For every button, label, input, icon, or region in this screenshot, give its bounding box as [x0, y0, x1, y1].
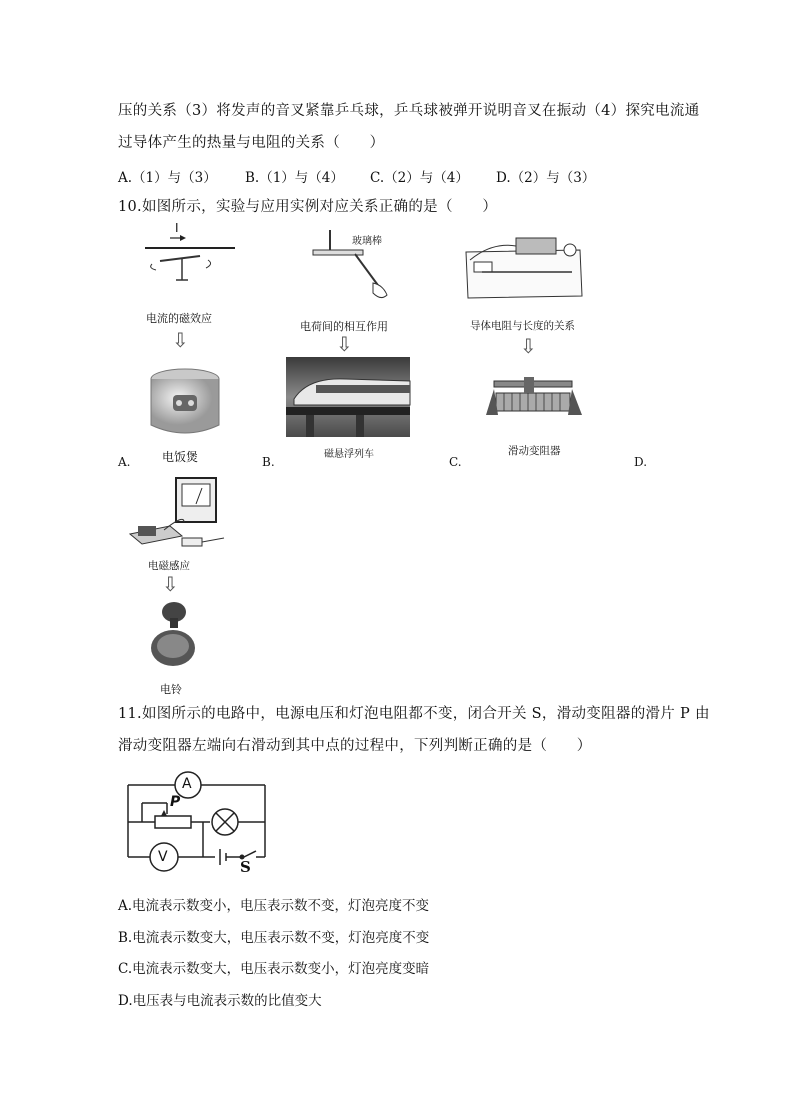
q10-option-a[interactable]: A.	[118, 455, 131, 469]
fig-c-top-caption: 导体电阻与长度的关系	[470, 320, 575, 332]
fig-a-top-caption: 电流的磁效应	[146, 312, 212, 325]
q9-option-d[interactable]: D.（2）与（3）	[496, 170, 596, 186]
ammeter-label: A	[182, 776, 192, 792]
voltmeter-label: V	[158, 849, 168, 865]
down-arrow-icon: ⇩	[520, 334, 537, 358]
q11-stem-line-2: 滑动变阻器左端向右滑动到其中点的过程中，下列判断正确的是（ ）	[118, 738, 592, 754]
fig-b-bottom-caption: 磁悬浮列车	[324, 449, 374, 460]
sliding-rheostat-image	[484, 375, 584, 420]
q10-stem: 10.如图所示，实验与应用实例对应关系正确的是（ ）	[118, 199, 498, 215]
q11-stem-line-1: 11.如图所示的电路中，电源电压和灯泡电阻都不变，闭合开关 S，滑动变阻器的滑片 P 由	[118, 706, 710, 722]
fig-b-top-caption: 电荷间的相互作用	[300, 320, 388, 333]
electric-bell-image	[148, 600, 198, 670]
slider-p-label: P	[170, 794, 181, 810]
oersted-experiment-figure	[140, 228, 240, 288]
q11-option-a[interactable]: A.电流表示数变小，电压表示数不变，灯泡亮度不变	[118, 898, 430, 914]
glass-rod-label: 玻璃棒	[352, 236, 382, 247]
switch-s-label: S	[240, 858, 251, 876]
q11-option-b[interactable]: B.电流表示数变大，电压表示数不变，灯泡亮度不变	[118, 930, 430, 946]
q11-option-c[interactable]: C.电流表示数变大，电压表示数变小，灯泡亮度变暗	[118, 961, 430, 977]
fig-d-top-caption: 电磁感应	[148, 560, 190, 572]
current-direction-label: I	[175, 221, 179, 235]
fig-d-bottom-caption: 电铃	[160, 683, 182, 696]
down-arrow-icon: ⇩	[162, 572, 179, 596]
electromagnetic-induction-figure	[124, 474, 229, 554]
down-arrow-icon: ⇩	[172, 328, 189, 352]
resistance-length-figure	[462, 232, 587, 302]
q10-option-d[interactable]: D.	[634, 455, 648, 469]
down-arrow-icon: ⇩	[336, 332, 353, 356]
maglev-train-image	[286, 357, 410, 437]
circuit-diagram	[120, 770, 280, 880]
q10-option-c[interactable]: C.	[449, 455, 462, 469]
rice-cooker-image	[145, 365, 225, 440]
q11-option-d[interactable]: D.电压表与电流表示数的比值变大	[118, 993, 322, 1009]
q9-line-2: 过导体产生的热量与电阻的关系（ ）	[118, 135, 385, 151]
fig-a-bottom-caption: 电饭煲	[162, 450, 199, 464]
q9-line-1: 压的关系（3）将发声的音叉紧靠乒乓球，乒乓球被弹开说明音叉在振动（4）探究电流通	[118, 103, 700, 119]
fig-c-bottom-caption: 滑动变阻器	[508, 445, 561, 457]
q9-option-b[interactable]: B.（1）与（4）	[245, 170, 344, 186]
q10-option-b[interactable]: B.	[262, 455, 275, 469]
q9-option-a[interactable]: A.（1）与（3）	[118, 170, 217, 186]
q9-option-c[interactable]: C.（2）与（4）	[370, 170, 469, 186]
